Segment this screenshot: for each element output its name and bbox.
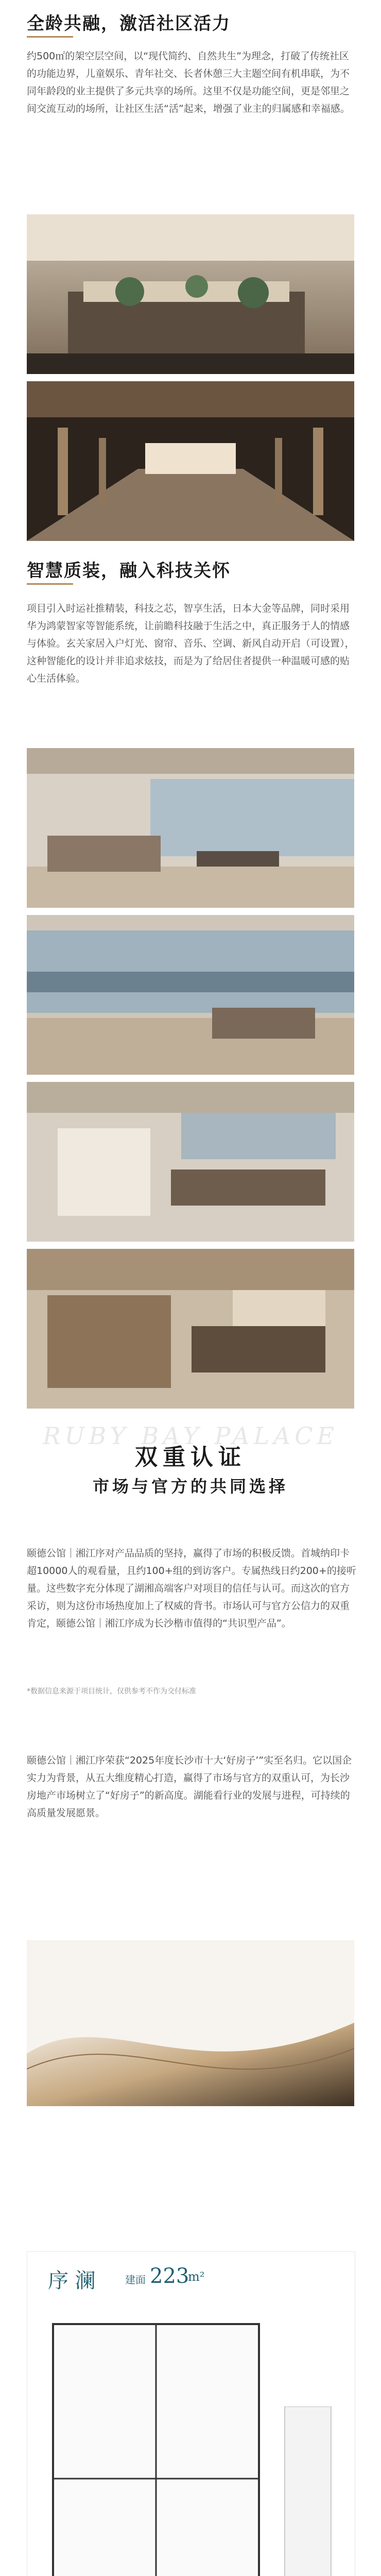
- title-underline: [27, 36, 73, 38]
- floor-plan-card-1: [27, 2251, 355, 2576]
- area-label: 建面: [125, 2274, 146, 2286]
- dining-kitchen-photo: [27, 1082, 354, 1242]
- section-body-community: 约500㎡的架空层空间，以“现代简约、自然共生”为理念，打破了传统社区的功能边界，儿童娱乐、青年社交、长者休憩三大主题空间有机串联，为不同年龄段的业主提供了多元共享的场所。这里不仅是功能空间，更是邻里之间交流互动的场所，让社区生活“活”起来，增强了业主的归属感和幸福感。: [27, 50, 350, 114]
- area-value: 223: [150, 2264, 189, 2288]
- section-title-smart-home: 智慧质装，融入科技关怀: [27, 561, 231, 581]
- lobby-corridor-photo: [27, 381, 354, 541]
- decorative-wave-banner: [27, 1940, 354, 2106]
- data-source-note: *数据信息来源于项目统计，仅供参考不作为交付标准: [27, 1687, 196, 1696]
- living-room-photo: [27, 748, 354, 908]
- amenity-model-photo: [27, 214, 354, 374]
- section-title-community: 全龄共融，激活社区活力: [27, 13, 231, 34]
- section-body-smart-home: 项目引入时运社推精装，科技之芯，智享生活，日本大金等品牌，同时采用华为鸿蒙智家等智能系统，让前瞻科技融于生活之中，真正服务于人的情感与体验。玄关家居入户灯光、窗帘、音乐、空调、新风自动开启（可设置），这种智能化的设计并非追求炫技，而是为了给居住者提供一种温暖可感的贴心生活体验。: [27, 603, 355, 684]
- certification-subtitle: 市场与官方的共同选择: [92, 1477, 288, 1496]
- certification-title: 双重认证: [135, 1444, 246, 1470]
- site-locator-map-1: [274, 2406, 341, 2576]
- certification-body-market: 颐德公馆｜湘江序对产品品质的坚持，赢得了市场的积极反馈。首城纳印卡超10000人的观看量，且约100+组的到访客户。专属热线日约200+的接听量。这些数字充分体现了湖湘高端客户对项目的信任与认可。而这次的官方采访，则为这份市场热度加上了权威的背书。市场认可与官方公信力的双重肯定，颐德公馆｜湘江序成为长沙楷市值得的“共识型产品”。: [27, 1548, 356, 1629]
- study-room-photo: [27, 1249, 354, 1409]
- floor-plan-drawing-1: [48, 2314, 264, 2576]
- area-unit: m²: [188, 2269, 205, 2284]
- floor-plan-name: 序 澜: [48, 2269, 96, 2293]
- river-view-room-photo: [27, 915, 354, 1075]
- background-english-title: RUBY BAY PALACE: [42, 1422, 339, 1450]
- certification-body-award: 颐德公馆｜湘江序荣获“2025年度长沙市十大‘好房子’”实至名归。它以国企实力为背景，从五大维度精心打造，赢得了市场与官方的双重认可，为长沙房地产市场树立了“好房子”的新高度。湖能看行业的发展与进程，可持续的高质量发展愿景。: [27, 1755, 352, 1819]
- title-underline: [27, 583, 73, 585]
